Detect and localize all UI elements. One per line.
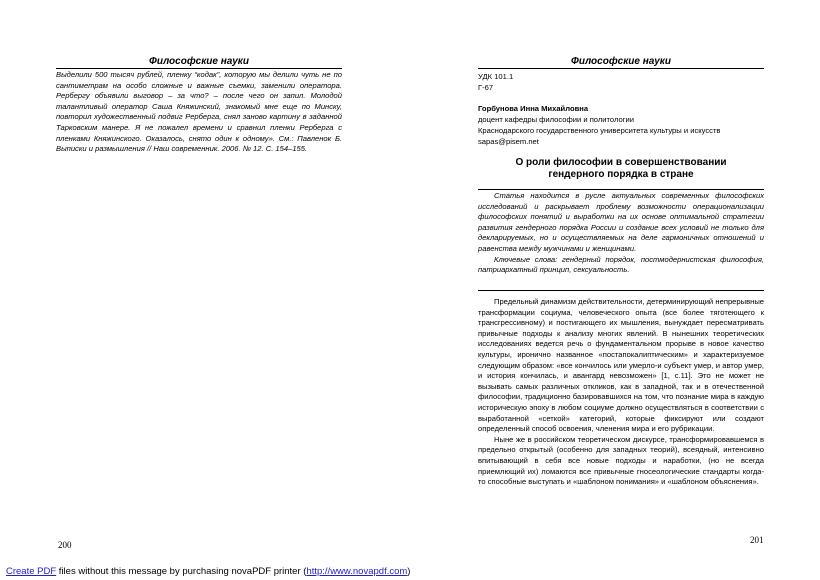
create-pdf-link[interactable]: Create PDF [6, 566, 57, 577]
pdf-footer [6, 566, 410, 577]
right-running-header: Философские науки [571, 56, 671, 67]
keywords: Ключевые слова: гендерный порядок, постмодернистская философия, патриархатный принцип, сексуальность. [478, 254, 764, 275]
abstract-top-rule [478, 189, 764, 190]
left-footnote-text: Выделили 500 тысяч рублей, пленку “кодак”, которую мы делили чуть не по сантиметрам на особо сложные и важные съемки, заменили оператора. Рербергу объявили выговор – за что? – после чего он запил. Молодой талантливый оператор Саша Княжинский, знакомый мне еще по Минску, повторил художественный подвиг Рерберга, снял заново картину в заданной Тарковским манере. Я не пожалел времени и сравнил пленки Рерберга с пленками Княжинского. Оказалось, снято один к одному». См.: Павленок Б. Выписки и размышления // Наш современник. 2006. № 12. С. 154–155. [56, 70, 342, 154]
author-position: доцент кафедры философии и политологии [478, 115, 634, 124]
udk-code: УДК 101.1 [478, 72, 514, 81]
author-name: Горбунова Инна Михайловна [478, 104, 589, 113]
body-paragraph-2: Ныне же в российском теоретическом дискурсе, трансформировавшемся в предельно открытый (особенно для западных теорий), всеядный, интенсивно впитывающий в себя все новые подходы и наработки, (но не всегда приемлющий их) ломаются все привычные гносеологические стандарты когда-то способные выступать и «шаблоном понимания» и «шаблоном объяснения». [478, 434, 764, 487]
abstract-text: Статья находится в русле актуальных современных философских исследований и раскрывает проблему возможности операционализации философских понятий и выработки на их основе оптимальной стратегии развития гендерного порядка России и создание всех условий не только для декларируемых, но и осуществляемых на деле гармоничных отношений и равенства между мужчинами и женщинами. [478, 191, 764, 253]
right-header-rule [478, 68, 764, 69]
novapdf-url-link[interactable]: http://www.novapdf.com [306, 566, 408, 577]
body-paragraph-1: Предельный динамизм действительности, детерминирующий непрерывные трансформации социума, человеческого опыта (все более тяготеющего к трансгрессивному) и постигающего их мышления, вынуждает пересматривать привычные подходы к анализу многих явлений. В нынешних теоретических исследованиях ведется речь о фундаментальном прорыве в новое качество культуры, иронично названное «постапокалиптическим» и характеризуемое следующим образом: «все кончилось или умерло-и субъект умер, и автор умер, и история кончилась, и авангард невозможен» [1, с.11]. Это не может не вызывать самых различных откликов, как в западной, так и в отечественной философии, традиционно базировавшихся на том, что познание мира в каждую историческую эпоху в любом социуме должно осуществляться в соответствии с выработанной «сеткой» категорий, которые фиксируют или создают определенный способ освоения, членения мира и его рубрикации. [478, 297, 764, 434]
left-running-header: Философские науки [149, 56, 249, 67]
author-email: sapas@pisem.net [478, 137, 539, 146]
article-title-line1: О роли философии в совершенствовании [515, 157, 727, 168]
right-page-number: 201 [750, 535, 764, 545]
footer-text-2: ) [407, 566, 411, 577]
left-header-rule [56, 68, 342, 69]
author-university: Краснодарского государственного университета культуры и искусств [478, 126, 721, 135]
abstract-bottom-rule [478, 290, 764, 291]
article-abstract [478, 191, 764, 276]
bbk-code: Г-67 [478, 83, 494, 92]
footer-text-1: files without this message by purchasing novaPDF printer ( [56, 566, 307, 577]
article-title-line2: гендерного порядка в стране [548, 169, 694, 180]
article-body [478, 297, 764, 488]
left-page [0, 0, 410, 560]
left-page-number: 200 [58, 540, 72, 550]
